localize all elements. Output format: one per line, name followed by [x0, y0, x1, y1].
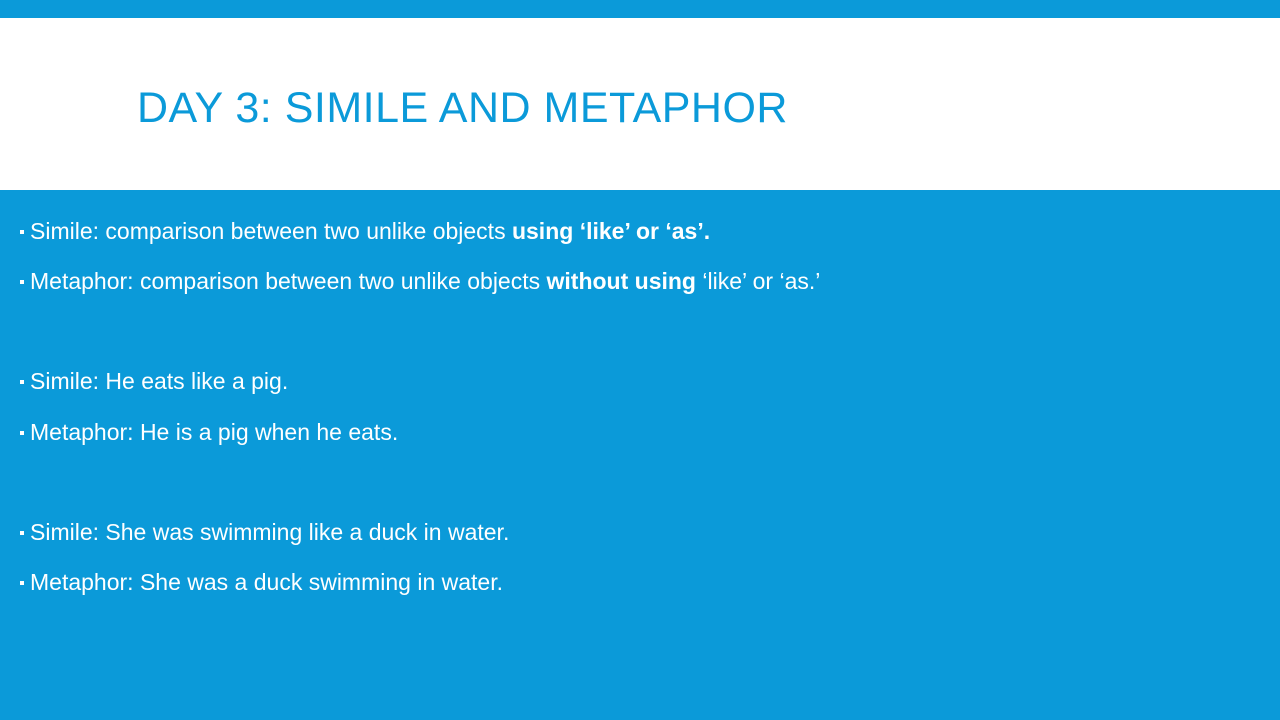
bullet-simile-example-2	[20, 515, 509, 549]
slide-content	[0, 190, 1280, 720]
bullet-marker-icon	[20, 581, 24, 585]
bullet-simile-example-1	[20, 364, 288, 398]
bullet-text: Metaphor: She was a duck swimming in water.	[30, 568, 503, 595]
bullet-simile-definition	[20, 214, 710, 248]
title-area	[0, 18, 1280, 190]
top-accent-band	[0, 0, 1280, 18]
bullet-metaphor-example-1	[20, 415, 398, 449]
bullet-text: Simile: comparison between two unlike objects using ‘like’ or ‘as’.	[30, 217, 711, 244]
bullet-metaphor-example-2	[20, 565, 503, 599]
bullet-text: Metaphor: He is a pig when he eats.	[30, 418, 399, 445]
bullet-marker-icon	[20, 280, 24, 284]
bullet-text: Simile: He eats like a pig.	[30, 367, 289, 394]
bullet-text: Simile: She was swimming like a duck in water.	[30, 518, 510, 545]
emphasis-text: without using	[546, 267, 696, 294]
emphasis-text: using ‘like’ or ‘as’.	[511, 217, 711, 244]
bullet-metaphor-definition	[20, 264, 820, 298]
bullet-text: Metaphor: comparison between two unlike objects without using ‘like’ or ‘as.’	[30, 267, 821, 294]
bullet-marker-icon	[20, 431, 24, 435]
bullet-marker-icon	[20, 230, 24, 234]
slide-title: DAY 3: SIMILE AND METAPHOR	[137, 84, 788, 132]
bullet-marker-icon	[20, 380, 24, 384]
bullet-marker-icon	[20, 531, 24, 535]
